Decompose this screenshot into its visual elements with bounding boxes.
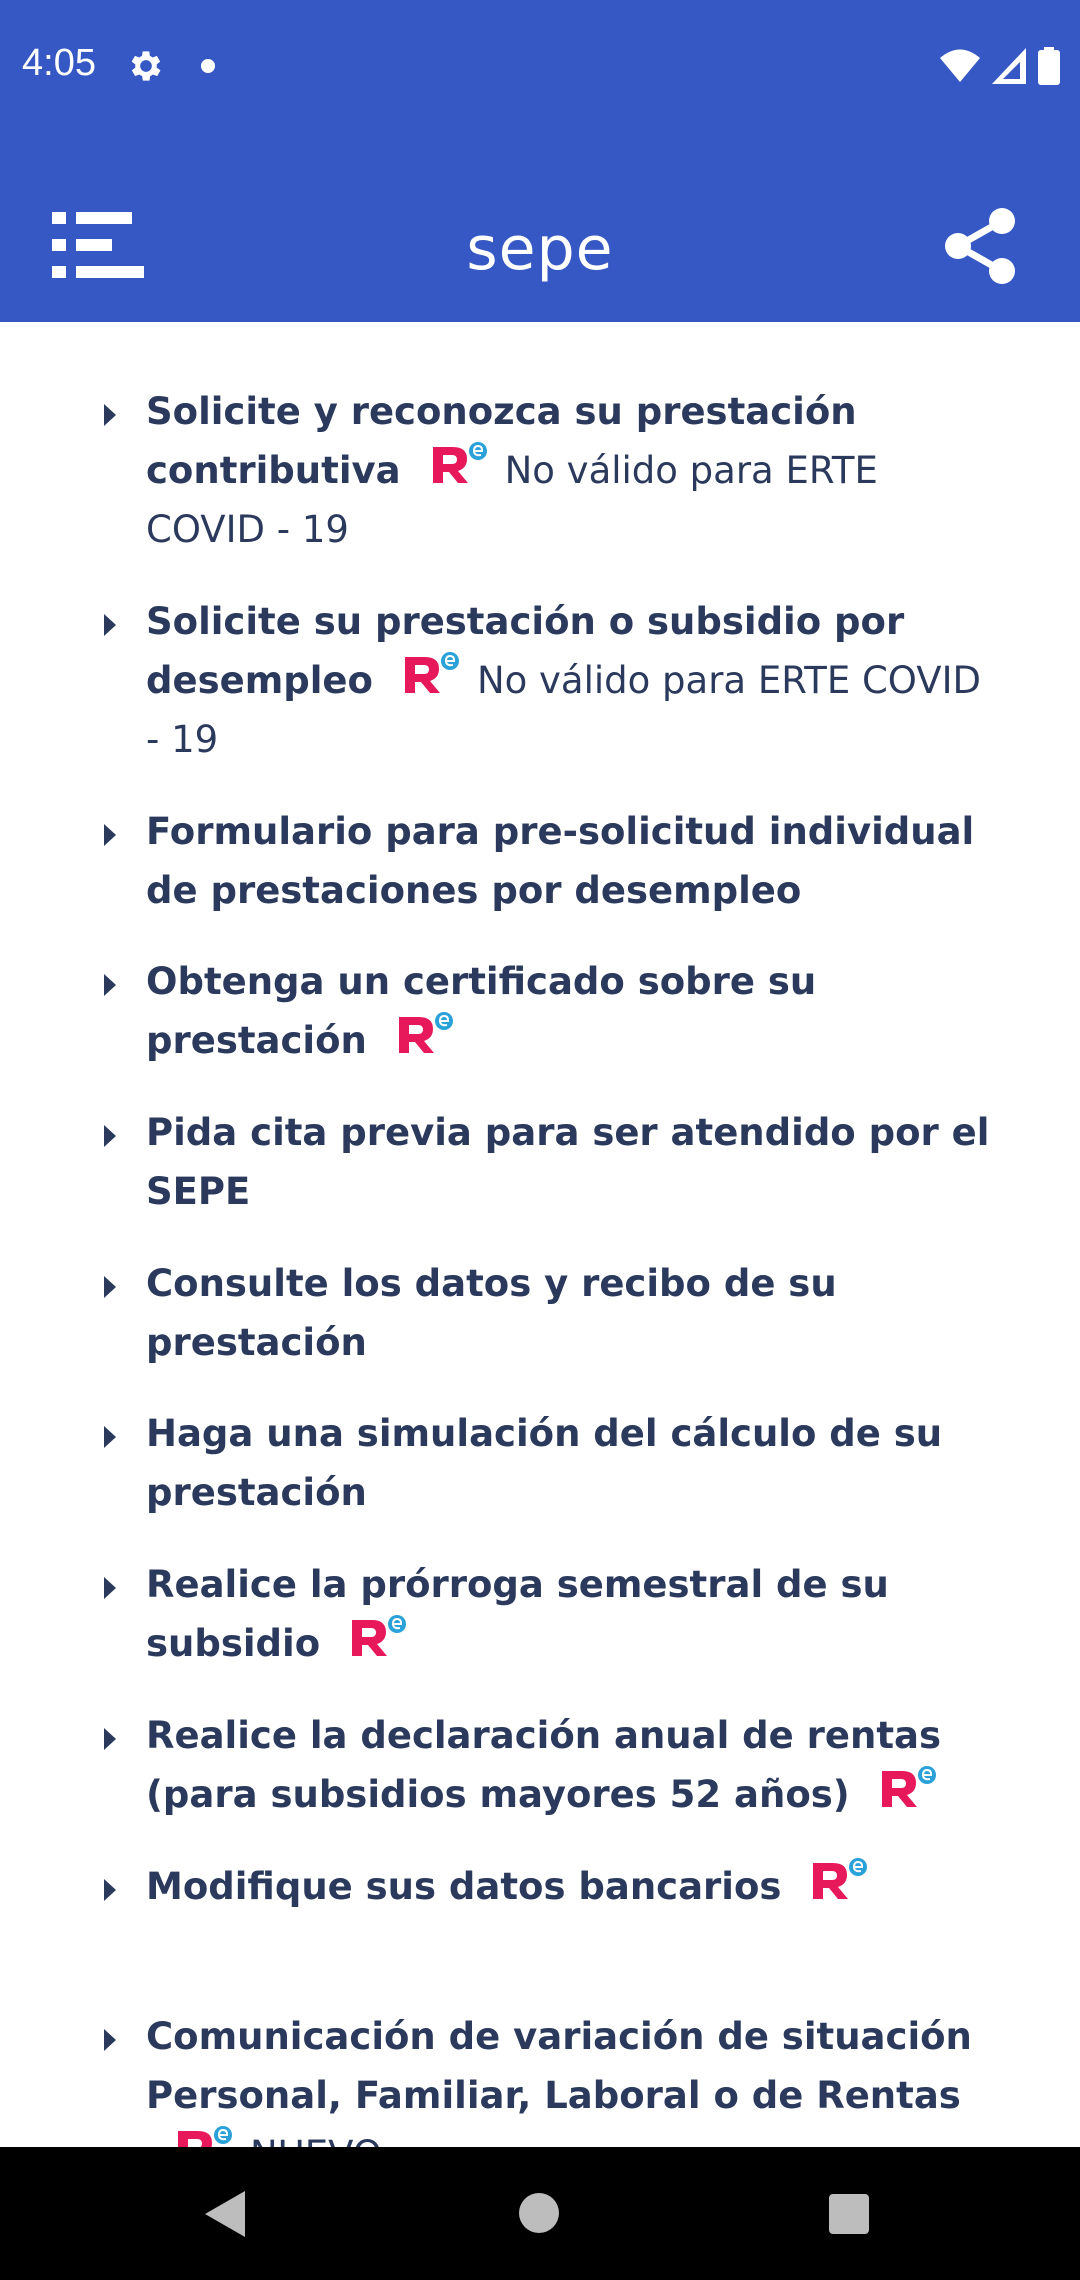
notification-dot-icon — [201, 59, 215, 73]
caret-right-icon — [104, 2029, 116, 2051]
status-time: 4:05 — [22, 42, 96, 84]
caret-right-icon — [104, 974, 116, 996]
service-item[interactable] — [146, 1404, 1006, 1522]
service-item-title: Consulte los datos y recibo de su prestación — [146, 1262, 837, 1364]
caret-right-icon — [104, 824, 116, 846]
service-item-title: Obtenga un certificado sobre su prestación — [146, 960, 817, 1062]
navigation-bar — [0, 2147, 1080, 2280]
caret-right-icon — [104, 1125, 116, 1147]
re-registro-electronico-icon — [403, 651, 461, 695]
battery-icon — [1038, 47, 1060, 85]
service-item-title: Realice la prórroga semestral de su subsidio — [146, 1563, 889, 1665]
recents-icon[interactable] — [829, 2194, 869, 2234]
re-registro-electronico-icon — [880, 1765, 938, 1809]
caret-right-icon — [104, 1276, 116, 1298]
service-item[interactable] — [146, 1857, 1006, 1916]
back-icon[interactable] — [205, 2191, 245, 2237]
service-item-title: Realice la declaración anual de rentas (para subsidios mayores 52 años) — [146, 1714, 941, 1816]
status-bar — [0, 0, 1080, 134]
re-registro-electronico-icon — [431, 441, 489, 485]
settings-gear-icon — [126, 46, 166, 86]
app-bar — [0, 134, 1080, 322]
service-item-title: Solicite su prestación o subsidio por desempleo — [146, 600, 905, 702]
cellular-signal-icon — [992, 48, 1026, 84]
caret-right-icon — [104, 1426, 116, 1448]
service-item[interactable] — [146, 1555, 1006, 1673]
caret-right-icon — [104, 614, 116, 636]
home-icon[interactable] — [519, 2193, 559, 2233]
service-item[interactable] — [146, 1706, 1006, 1824]
re-registro-electronico-icon — [397, 1011, 455, 1055]
app-title: sepe — [466, 214, 614, 284]
service-item-title: Modifique sus datos bancarios — [146, 1865, 782, 1908]
caret-right-icon — [104, 1879, 116, 1901]
service-item-title: Haga una simulación del cálculo de su prestación — [146, 1412, 943, 1514]
service-item-title: Comunicación de variación de situación Personal, Familiar, Laboral o de Rentas — [146, 2015, 972, 2117]
service-item-note: No válido para ERTE COVID - 19 — [146, 659, 981, 761]
re-registro-electronico-icon — [811, 1857, 869, 1901]
service-item[interactable] — [146, 382, 1006, 559]
caret-right-icon — [104, 404, 116, 426]
caret-right-icon — [104, 1577, 116, 1599]
service-item-title: Formulario para pre-solicitud individual de prestaciones por desempleo — [146, 810, 975, 912]
service-item[interactable] — [146, 802, 1006, 920]
re-registro-electronico-icon — [350, 1614, 408, 1658]
service-item-title: Solicite y reconozca su prestación contributiva — [146, 390, 857, 492]
service-item[interactable] — [146, 1254, 1006, 1372]
share-icon[interactable] — [944, 208, 1016, 284]
service-item[interactable] — [146, 592, 1006, 769]
service-item-title: Pida cita previa para ser atendido por el SEPE — [146, 1111, 990, 1213]
wifi-icon — [940, 49, 980, 83]
service-item[interactable] — [146, 1103, 1006, 1221]
service-item[interactable] — [146, 952, 1006, 1070]
caret-right-icon — [104, 1728, 116, 1750]
service-item-note: No válido para ERTE COVID - 19 — [146, 449, 878, 551]
services-list — [0, 322, 1080, 2147]
status-icons — [940, 44, 1060, 88]
